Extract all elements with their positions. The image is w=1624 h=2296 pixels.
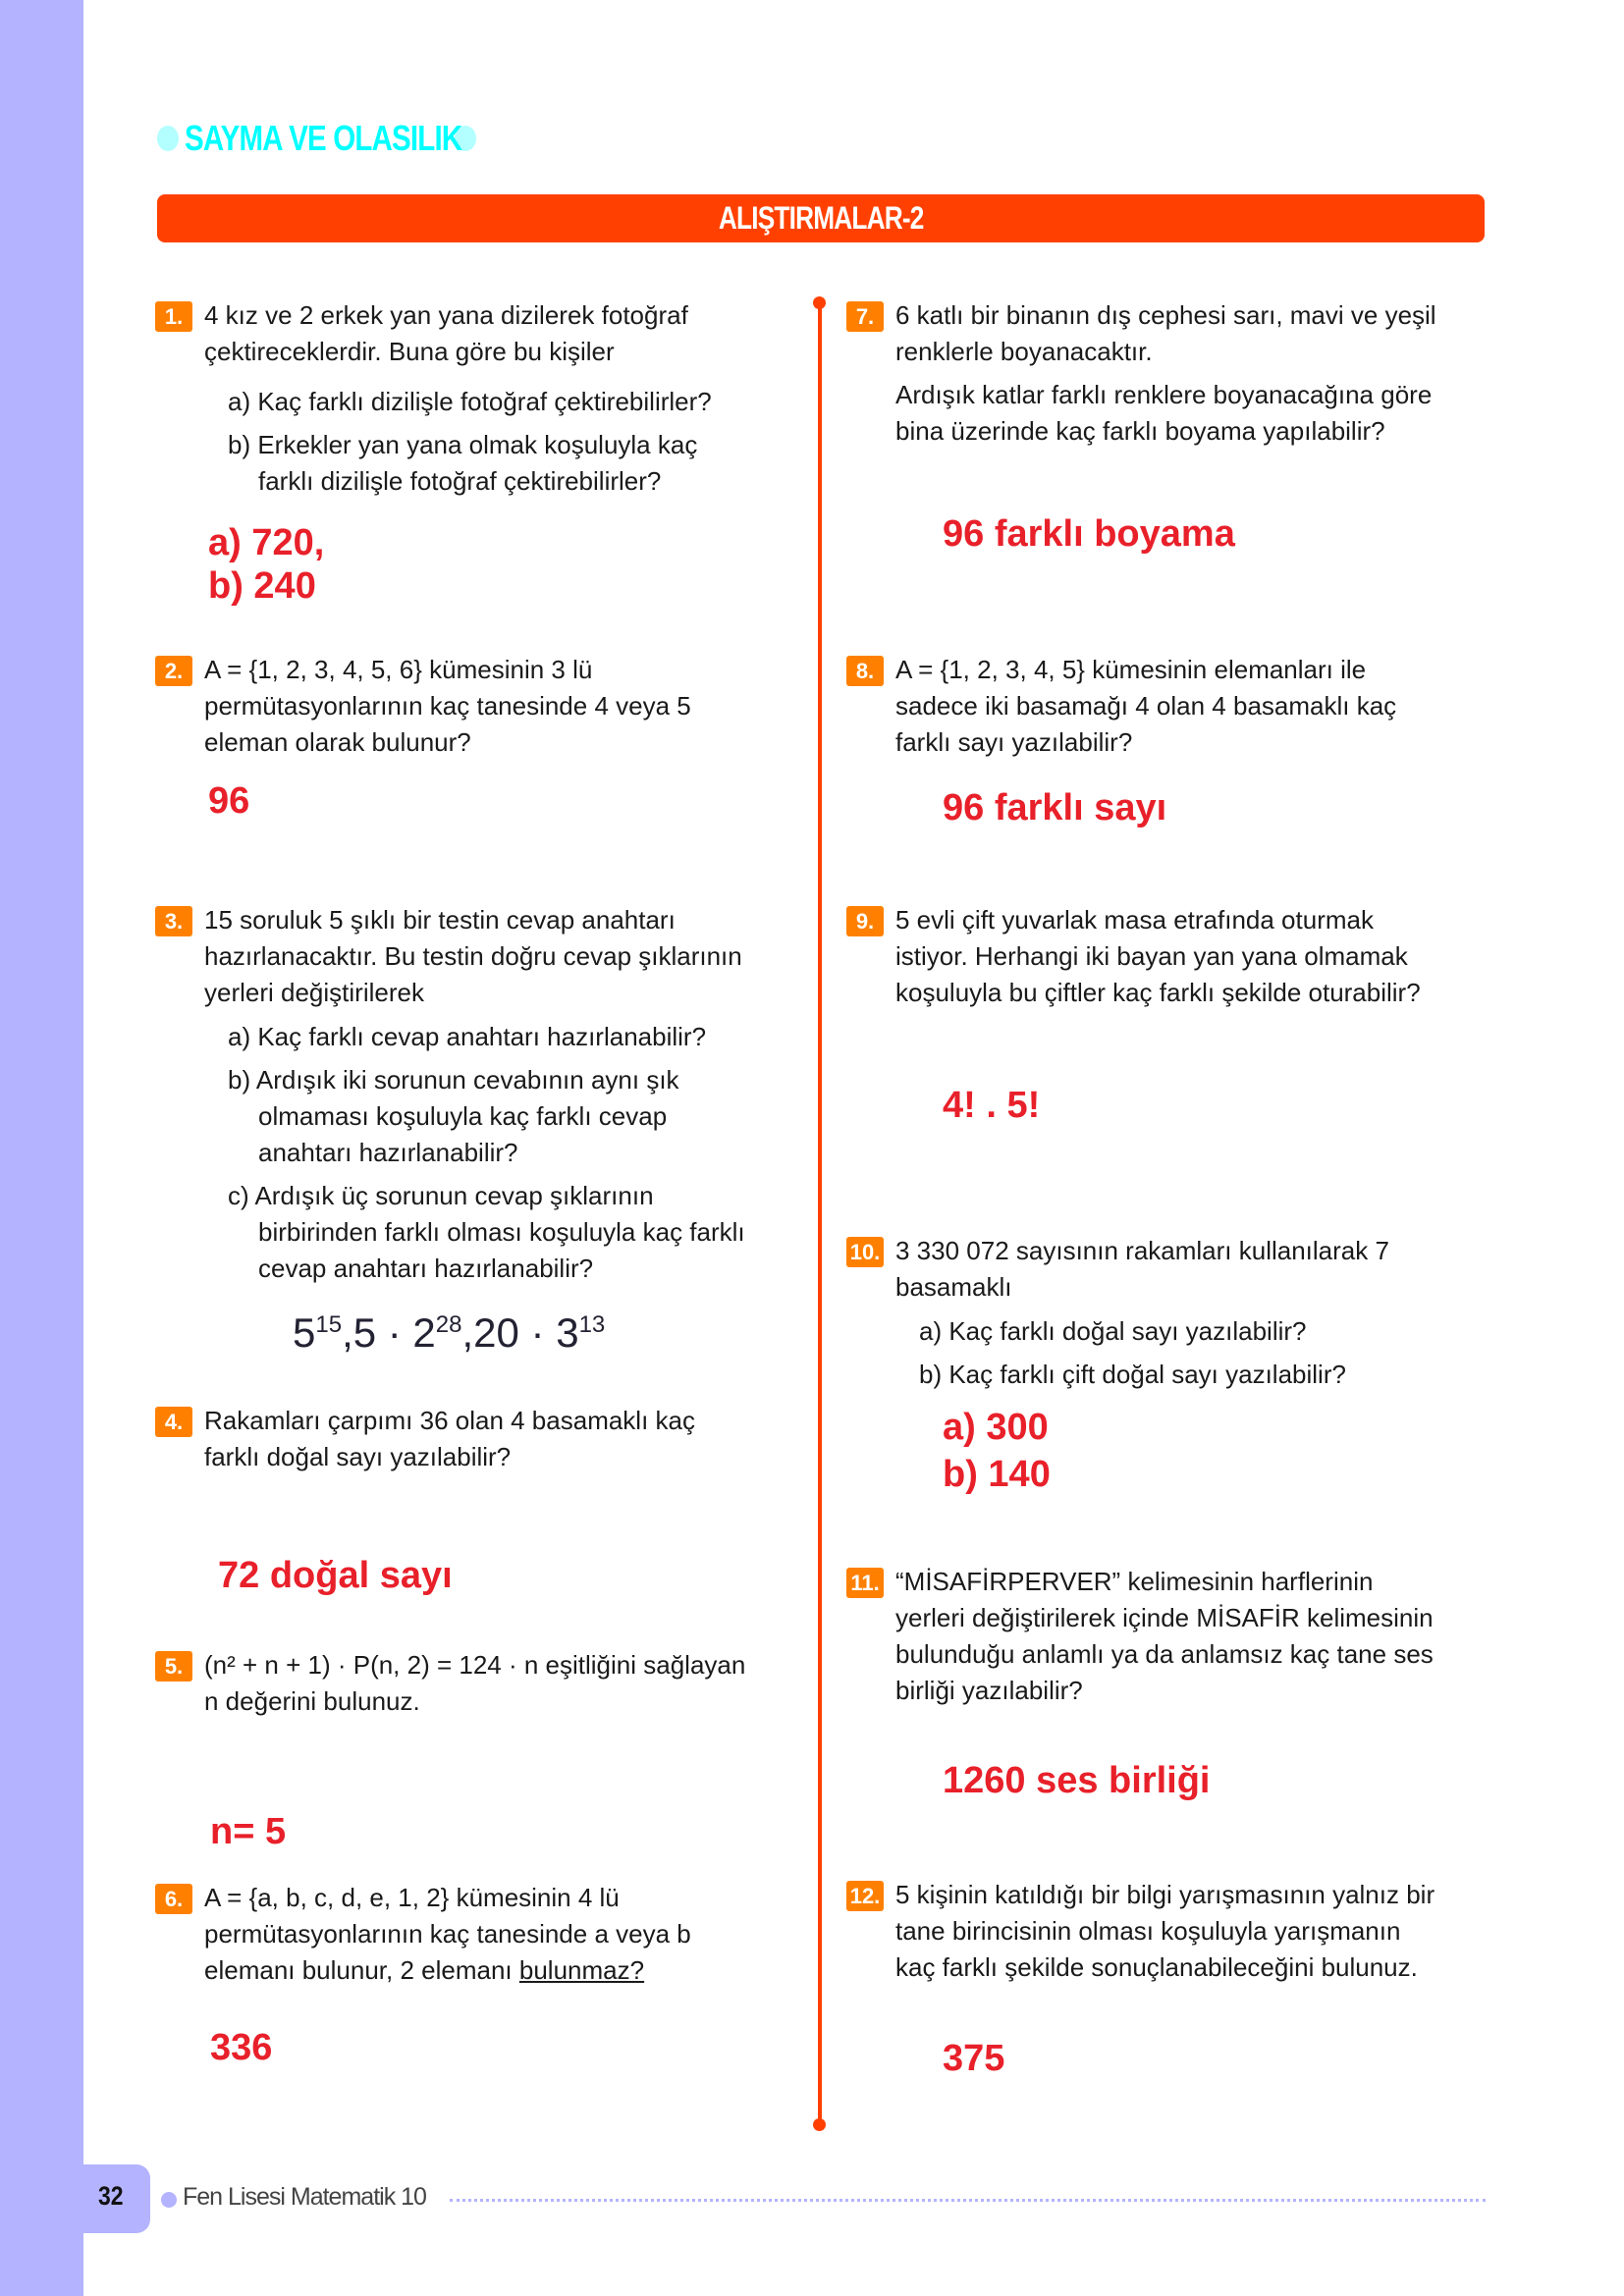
- answer: n= 5: [210, 1811, 287, 1852]
- bullet-icon: [157, 126, 179, 151]
- sub-question: b) Erkekler yan yana olmak koşuluyla kaç farklı dizilişle fotoğraf çektirebilirler?: [228, 430, 698, 496]
- footer-divider: [450, 2199, 1486, 2202]
- question-1: [155, 297, 754, 500]
- question-text: A = {a, b, c, d, e, 1, 2} kümesinin 4 lü permütasyonlarının kaç tanesinde a veya b elemanı bulunur, 2 elemanı bulunmaz?: [204, 1883, 691, 1985]
- question-number: 9.: [846, 906, 884, 936]
- question-12: [846, 1877, 1445, 1986]
- question-number: 4.: [155, 1407, 192, 1437]
- section-banner: [157, 194, 1485, 242]
- question-number: 5.: [155, 1651, 192, 1682]
- answer: a) 720,: [208, 522, 325, 563]
- column-divider: [818, 304, 822, 2125]
- chapter-title: SAYMA VE OLASILIK: [185, 118, 462, 158]
- sub-question: a) Kaç farklı cevap anahtarı hazırlanabilir?: [228, 1022, 707, 1051]
- question-7: [846, 297, 1445, 450]
- question-text: Ardışık katlar farklı renklere boyanacağına göre bina üzerinde kaç farklı boyama yapılabilir?: [895, 380, 1433, 446]
- question-text: 5 kişinin katıldığı bir bilgi yarışmasının yalnız bir tane birincisinin olması koşuluyla yarışmanın kaç farklı şekilde sonuçlanabileceğini bulunuz.: [895, 1880, 1435, 1982]
- question-5: [155, 1647, 754, 1720]
- question-text: 3 330 072 sayısının rakamları kullanılarak 7 basamaklı: [895, 1236, 1389, 1302]
- answer: 96 farklı boyama: [943, 513, 1235, 555]
- sub-question: a) Kaç farklı dizilişle fotoğraf çektirebilirler?: [228, 387, 712, 416]
- divider-dot: [813, 2118, 826, 2131]
- question-text: 6 katlı bir binanın dış cephesi sarı, mavi ve yeşil renklerle boyanacaktır.: [895, 300, 1436, 366]
- question-6: [155, 1880, 754, 1989]
- question-text: (n² + n + 1) · P(n, 2) = 124 · n eşitliğini sağlayan n değerini bulunuz.: [204, 1650, 746, 1716]
- question-text: A = {1, 2, 3, 4, 5} kümesinin elemanları ile sadece iki basamağı 4 olan 4 basamaklı kaç farklı sayı yazılabilir?: [895, 655, 1397, 757]
- answer: 72 doğal sayı: [218, 1555, 453, 1596]
- answer: b) 240: [208, 565, 316, 607]
- sub-question: b) Ardışık iki sorunun cevabının aynı şık olmaması koşuluyla kaç farklı cevap anahtarı hazırlanabilir?: [228, 1065, 679, 1167]
- question-10: [846, 1233, 1445, 1393]
- question-number: 2.: [155, 656, 192, 686]
- question-number: 12.: [846, 1881, 884, 1911]
- sub-question: c) Ardışık üç sorunun cevap şıklarının birbirinden farklı olması koşuluyla kaç farklı cevap anahtarı hazırlanabilir?: [228, 1181, 745, 1283]
- chapter-heading: [157, 118, 476, 159]
- divider-dot: [813, 296, 826, 309]
- question-text: 5 evli çift yuvarlak masa etrafında oturmak istiyor. Herhangi iki bayan yan yana olmamak koşuluyla bu çiftler kaç farklı şekilde oturabilir?: [895, 905, 1421, 1007]
- question-number: 1.: [155, 301, 192, 332]
- answer: 375: [943, 2038, 1005, 2079]
- answer: 96 farklı sayı: [943, 787, 1167, 828]
- answer: 1260 ses birliği: [943, 1760, 1211, 1801]
- answer: 96: [208, 780, 250, 822]
- bullet-icon: [161, 2192, 177, 2208]
- question-number: 3.: [155, 906, 192, 936]
- question-2: [155, 652, 754, 761]
- sub-question: b) Kaç farklı çift doğal sayı yazılabilir?: [919, 1360, 1346, 1389]
- question-number: 8.: [846, 656, 884, 686]
- question-number: 6.: [155, 1884, 192, 1914]
- question-text: “MİSAFİRPERVER” kelimesinin harflerinin yerleri değiştirilerek içinde MİSAFİR kelimesinin bulunduğu anlamlı ya da anlamsız kaç tane ses birliği yazılabilir?: [895, 1567, 1434, 1705]
- answer: b) 140: [943, 1454, 1051, 1495]
- question-number: 11.: [846, 1568, 884, 1598]
- answer: 4! . 5!: [943, 1085, 1041, 1126]
- answer-formula: $5^{15},5 \cdot 2^{28},20 \cdot 3^{13}$: [293, 1309, 606, 1356]
- book-title: Fen Lisesi Matematik 10: [183, 2183, 426, 2211]
- section-title: ALIŞTIRMALAR-2: [718, 200, 924, 236]
- answer: a) 300: [943, 1407, 1049, 1448]
- question-11: [846, 1564, 1445, 1709]
- question-4: [155, 1403, 754, 1475]
- question-9: [846, 902, 1445, 1011]
- question-text: 4 kız ve 2 erkek yan yana dizilerek fotoğraf çektireceklerdir. Buna göre bu kişiler: [204, 300, 688, 366]
- page-number: 32: [98, 2181, 124, 2211]
- question-text: A = {1, 2, 3, 4, 5, 6} kümesinin 3 lü permütasyonlarının kaç tanesinde 4 veya 5 eleman olarak bulunur?: [204, 655, 691, 757]
- question-3: [155, 902, 754, 1287]
- sub-question: a) Kaç farklı doğal sayı yazılabilir?: [919, 1316, 1307, 1346]
- question-8: [846, 652, 1445, 761]
- question-number: 10.: [846, 1237, 884, 1267]
- page-sidebar: [0, 0, 83, 2296]
- question-text: 15 soruluk 5 şıklı bir testin cevap anahtarı hazırlanacaktır. Bu testin doğru cevap şıklarının yerleri değiştirilerek: [204, 905, 742, 1007]
- answer: 336: [210, 2027, 273, 2068]
- question-number: 7.: [846, 301, 884, 332]
- question-text: Rakamları çarpımı 36 olan 4 basamaklı kaç farklı doğal sayı yazılabilir?: [204, 1406, 695, 1471]
